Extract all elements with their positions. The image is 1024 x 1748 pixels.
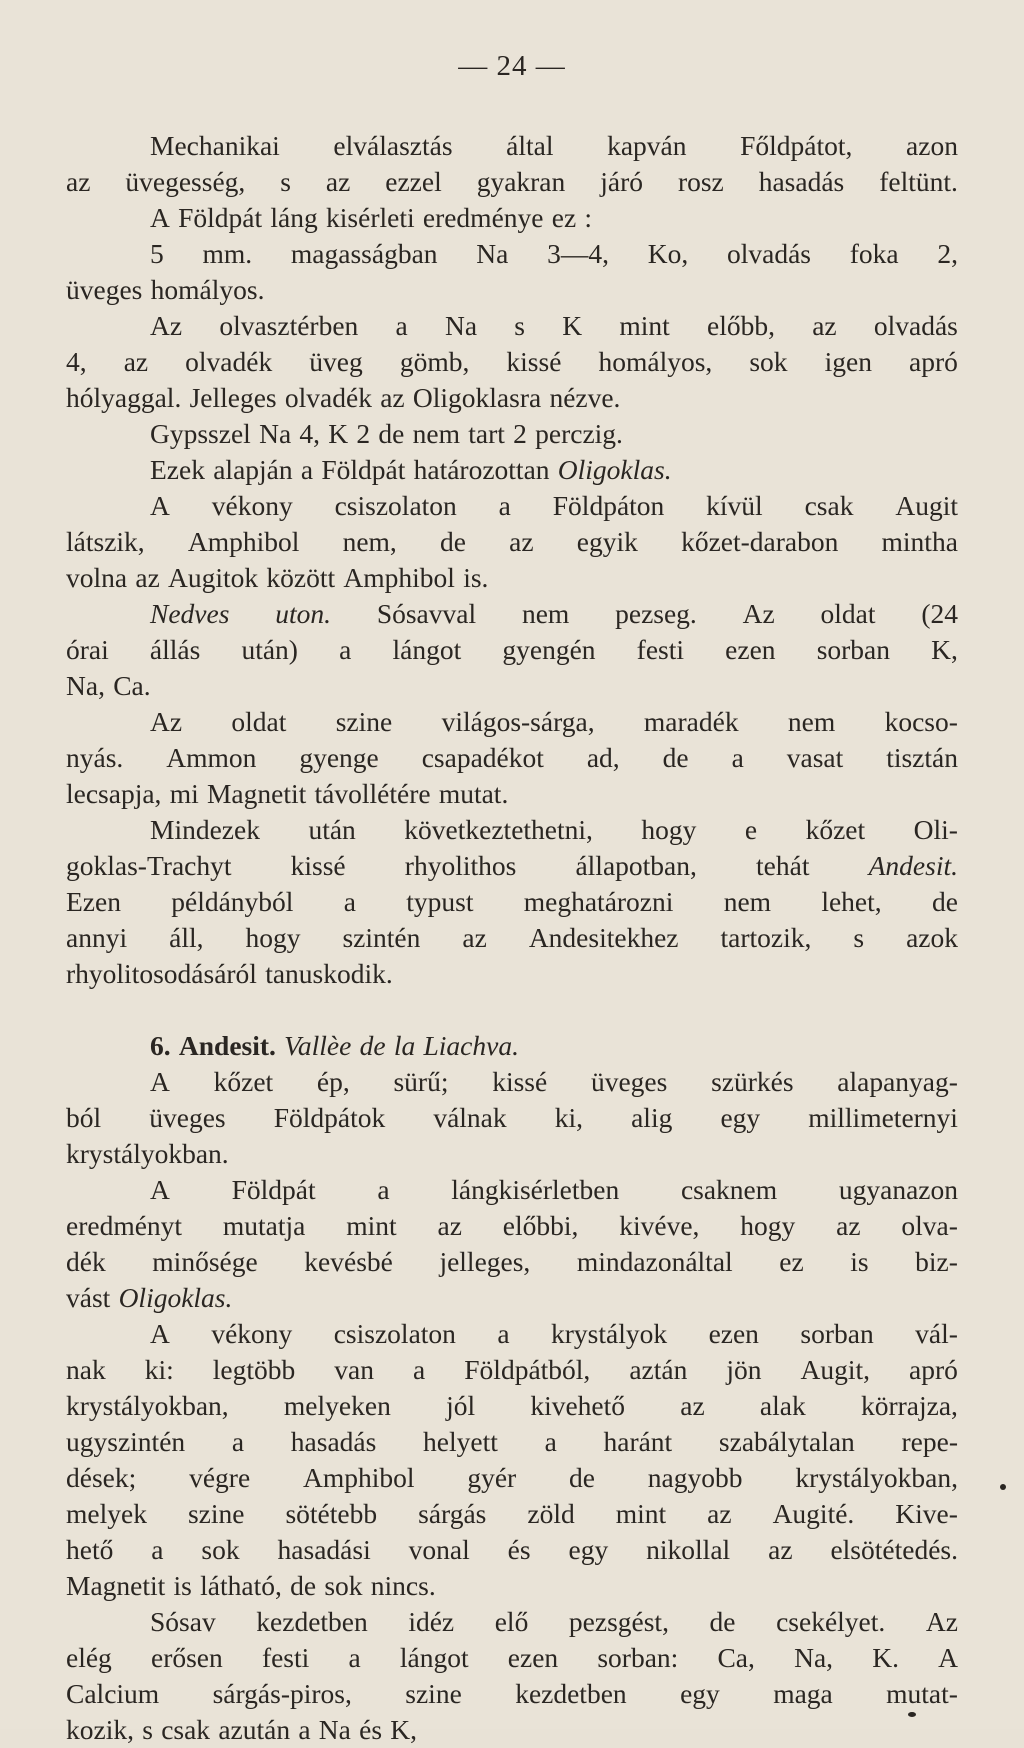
text-line: 4, az olvadék üveg gömb, kissé homályos, sok igen apró bbox=[66, 346, 958, 377]
text-line: vást Oligoklas. bbox=[66, 1282, 233, 1313]
text-line: Gypsszel Na 4, K 2 de nem tart 2 perczig. bbox=[150, 418, 623, 449]
text-line: 5 mm. magasságban Na 3—4, Ko, olvadás foka 2, bbox=[150, 238, 958, 269]
text-line: Nedves uton. Sósavval nem pezseg. Az oldat (24 bbox=[150, 598, 958, 629]
text-line: Sósav kezdetben idéz elő pezsgést, de csekélyet. Az bbox=[150, 1606, 958, 1637]
text-line: krystályokban, melyeken jól kivehető az alak körrajza, bbox=[66, 1390, 958, 1421]
text-line: A Földpát a lángkisérletben csaknem ugyanazon bbox=[150, 1174, 958, 1205]
print-speck bbox=[1000, 1484, 1006, 1490]
text-line: hólyaggal. Jelleges olvadék az Oligoklasra nézve. bbox=[66, 382, 621, 413]
print-speck bbox=[908, 1712, 916, 1717]
text-line: Mindezek után következtethetni, hogy e kőzet Oli- bbox=[150, 814, 958, 845]
text-line: Mechanikai elválasztás által kapván Főldpátot, azon bbox=[150, 130, 958, 161]
page-number: — 24 — bbox=[458, 50, 566, 82]
text-line: Ezen példányból a typust meghatározni nem lehet, de bbox=[66, 886, 958, 917]
text-line: az üvegesség, s az ezzel gyakran járó rosz hasadás feltünt. bbox=[66, 166, 958, 197]
text-line: volna az Augitok között Amphibol is. bbox=[66, 562, 489, 593]
text-line: Ezek alapján a Földpát határozottan Oligoklas. bbox=[150, 454, 672, 485]
text-line: Az oldat szine világos-sárga, maradék nem kocso- bbox=[150, 706, 958, 737]
text-line: A Földpát láng kisérleti eredménye ez : bbox=[150, 202, 593, 233]
text-line: Na, Ca. bbox=[66, 670, 151, 701]
text-line: annyi áll, hogy szintén az Andesitekhez tartozik, s azok bbox=[66, 922, 958, 953]
text-line: órai állás után) a lángot gyengén festi ezen sorban K, bbox=[66, 634, 958, 665]
blank-line bbox=[66, 992, 958, 1028]
body-text bbox=[66, 128, 958, 1748]
text-line: látszik, Amphibol nem, de az egyik kőzet-darabon mintha bbox=[66, 526, 958, 557]
text-line: Calcium sárgás-piros, szine kezdetben egy maga mutat- bbox=[66, 1678, 958, 1709]
text-line: hető a sok hasadási vonal és egy nikollal az elsötétedés. bbox=[66, 1534, 958, 1565]
text-line: A vékony csiszolaton a Földpáton kívül csak Augit bbox=[150, 490, 958, 521]
text-line: goklas-Trachyt kissé rhyolithos állapotban, tehát Andesit. bbox=[66, 850, 958, 881]
section-heading: 6. Andesit. Vallèe de la Liachva. bbox=[150, 1030, 519, 1061]
text-line: dések; végre Amphibol gyér de nagyobb krystályokban, bbox=[66, 1462, 958, 1493]
text-line: krystályokban. bbox=[66, 1138, 229, 1169]
text-line: elég erősen festi a lángot ezen sorban: Ca, Na, K. A bbox=[66, 1642, 958, 1673]
text-line: lecsapja, mi Magnetit távollétére mutat. bbox=[66, 778, 509, 809]
text-line: Az olvasztérben a Na s K mint előbb, az olvadás bbox=[150, 310, 958, 341]
text-line: A kőzet ép, sürű; kissé üveges szürkés alapanyag- bbox=[150, 1066, 958, 1097]
text-line: üveges homályos. bbox=[66, 274, 265, 305]
text-line: kozik, s csak azután a Na és K, bbox=[66, 1714, 418, 1745]
text-line: rhyolitosodásáról tanuskodik. bbox=[66, 958, 393, 989]
text-line: A vékony csiszolaton a krystályok ezen sorban vál- bbox=[150, 1318, 958, 1349]
text-line: dék minősége kevésbé jelleges, mindazonáltal ez is biz- bbox=[66, 1246, 958, 1277]
text-line: ugyszintén a hasadás helyett a haránt szabálytalan repe- bbox=[66, 1426, 958, 1457]
text-line: melyek szine sötétebb sárgás zöld mint az Augité. Kive- bbox=[66, 1498, 958, 1529]
text-line: Magnetit is látható, de sok nincs. bbox=[66, 1570, 436, 1601]
text-line: ból üveges Földpátok válnak ki, alig egy millimeternyi bbox=[66, 1102, 958, 1133]
text-line: eredményt mutatja mint az előbbi, kivéve, hogy az olva- bbox=[66, 1210, 958, 1241]
text-line: nak ki: legtöbb van a Földpátból, aztán jön Augit, apró bbox=[66, 1354, 958, 1385]
text-line: nyás. Ammon gyenge csapadékot ad, de a vasat tisztán bbox=[66, 742, 958, 773]
